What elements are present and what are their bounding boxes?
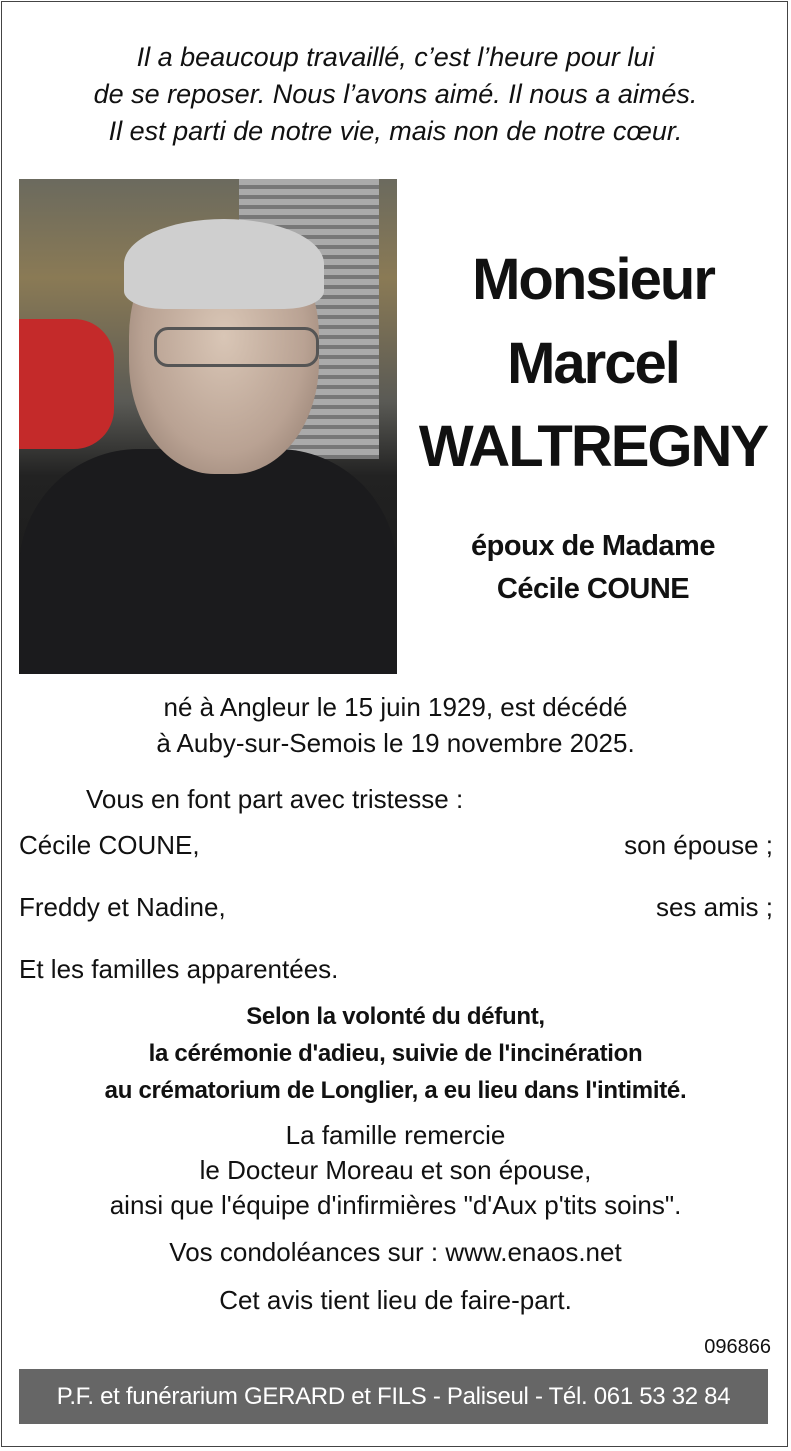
- name-last: WALTREGNY: [418, 414, 768, 479]
- name-first: Marcel: [507, 331, 679, 396]
- quote-line-1: Il a beaucoup travaillé, c’est l’heure pour lui: [136, 42, 655, 72]
- ceremony-line-2: la cérémonie d'adieu, suivie de l'incinération: [148, 1040, 643, 1067]
- funeral-home-banner: P.F. et funérarium GERARD et FILS - Paliseul - Tél. 061 53 32 84: [19, 1369, 768, 1424]
- condolences-line: Vos condoléances sur : www.enaos.net: [169, 1237, 622, 1267]
- thanks-line-1: La famille remercie: [285, 1120, 506, 1150]
- spouse-line-1: époux de Madame: [471, 530, 715, 562]
- ceremony-line-3: au crématorium de Longlier, a eu lieu dans l'intimité.: [104, 1077, 687, 1104]
- portrait-photo: [19, 179, 397, 674]
- quote-line-2: de se reposer. Nous l’avons aimé. Il nous a aimés.: [93, 79, 698, 109]
- mourner-name: Freddy et Nadine,: [19, 892, 226, 922]
- death-line: à Auby-sur-Semois le 19 novembre 2025.: [156, 728, 635, 758]
- mourner-relation: ses amis ;: [655, 892, 773, 922]
- ceremony-line-1: Selon la volonté du défunt,: [246, 1003, 545, 1030]
- mourner-relation: son épouse ;: [624, 830, 773, 860]
- spouse-line-2: Cécile COUNE: [496, 573, 690, 605]
- families-line: Et les familles apparentées.: [19, 954, 339, 984]
- announce-intro: Vous en font part avec tristesse :: [86, 784, 464, 814]
- thanks-line-3: ainsi que l'équipe d'infirmières "d'Aux p'tits soins".: [109, 1190, 682, 1220]
- quote-line-3: Il est parti de notre vie, mais non de notre cœur.: [108, 116, 683, 146]
- reference-number: 096866: [704, 1336, 771, 1358]
- mourner-name: Cécile COUNE,: [19, 830, 200, 860]
- thanks-line-2: le Docteur Moreau et son épouse,: [199, 1155, 592, 1185]
- name-title: Monsieur: [472, 247, 714, 312]
- notice-line: Cet avis tient lieu de faire-part.: [219, 1285, 572, 1315]
- birth-line: né à Angleur le 15 juin 1929, est décédé: [163, 692, 628, 722]
